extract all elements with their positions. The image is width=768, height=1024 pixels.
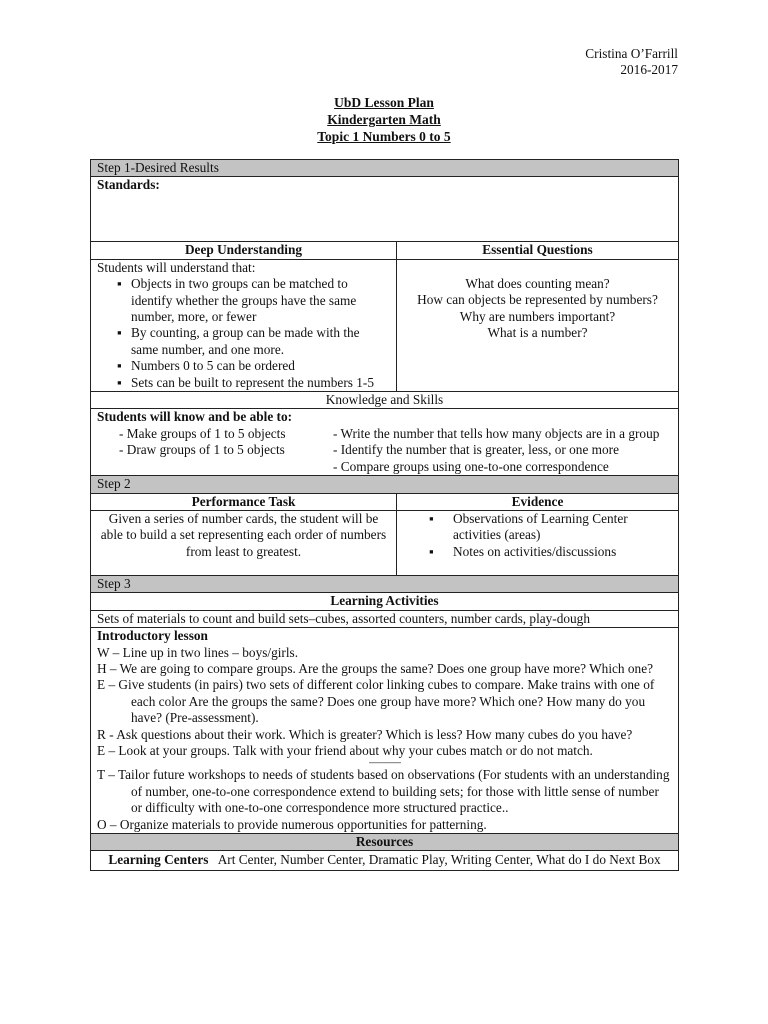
lesson-line: E – Give students (in pairs) two sets of different color linking cubes to compare. Make trains with one of each color Are the groups the same? Does one group have more? Which one? How many do you have? (Pre-assessment). <box>97 677 655 726</box>
separator: ------------------- <box>368 758 401 768</box>
learning-centers-label: Learning Centers <box>108 852 209 868</box>
performance-task-header: Performance Task <box>91 493 397 510</box>
question-item: What is a number? <box>487 325 588 341</box>
lesson-line: E – Look at your groups. Talk with your friend about why your cubes match or do not match. <box>97 742 593 758</box>
list-item: ▪ Objects in two groups can be matched to identify whether the groups have the same number, more, or fewer <box>131 276 390 325</box>
skill-item: - Make groups of 1 to 5 objects <box>119 425 286 441</box>
evidence-header: Evidence <box>397 493 679 510</box>
evidence-cell <box>397 510 679 575</box>
lesson-line: R - Ask questions about their work. Which is greater? Which is less? How many cubes do you have? <box>97 726 633 742</box>
learning-centers-text: Art Center, Number Center, Dramatic Play, Writing Center, What do I do Next Box <box>217 852 661 868</box>
skill-item: - Write the number that tells how many objects are in a group <box>333 425 660 441</box>
step1-header: Step 1-Desired Results <box>91 160 679 177</box>
resources-header: Resources <box>91 834 679 851</box>
lesson-plan-table <box>90 159 679 871</box>
lesson-line: O – Organize materials to provide numerous opportunities for patterning. <box>97 816 487 832</box>
knowledge-skills-header: Knowledge and Skills <box>91 392 679 409</box>
document-title <box>0 94 768 145</box>
question-item: Why are numbers important? <box>459 308 616 324</box>
list-item: ▪ By counting, a group can be made with the same number, and one more. <box>131 325 390 358</box>
school-year: 2016-2017 <box>620 62 678 77</box>
understanding-intro: Students will understand that: <box>97 259 256 275</box>
standards-cell <box>91 177 679 242</box>
list-item: ▪ Notes on activities/discussions <box>453 544 672 560</box>
skill-item: - Draw groups of 1 to 5 objects <box>119 442 285 458</box>
skills-right <box>333 426 672 475</box>
lesson-line: W – Line up in two lines – boys/girls. <box>97 644 299 660</box>
list-item: ▪ Numbers 0 to 5 can be ordered <box>131 358 390 374</box>
question-item: What does counting mean? <box>465 275 610 291</box>
title-line-1: UbD Lesson Plan <box>334 95 434 110</box>
list-item: ▪ Observations of Learning Center activities (areas) <box>453 511 672 544</box>
author-name: Cristina O’Farrill <box>585 46 678 61</box>
deep-understanding-header: Deep Understanding <box>91 242 397 259</box>
standards-label: Standards: <box>97 177 160 193</box>
essential-questions-header: Essential Questions <box>397 242 679 259</box>
author-block <box>585 46 678 78</box>
lesson-line: H – We are going to compare groups. Are the groups the same? Does one group have more? Which one? <box>97 660 653 676</box>
evidence-list <box>403 511 672 560</box>
intro-lesson-label: Introductory lesson <box>97 628 208 644</box>
skills-left <box>97 426 333 475</box>
learning-activities-header: Learning Activities <box>91 593 679 610</box>
title-line-2: Kindergarten Math <box>327 112 441 127</box>
step3-header: Step 3 <box>91 575 679 592</box>
knowledge-label: Students will know and be able to: <box>97 409 293 425</box>
list-item: ▪ Sets can be built to represent the numbers 1-5 <box>131 375 390 391</box>
knowledge-skills-cell <box>91 409 679 476</box>
resources-cell <box>91 851 679 870</box>
deep-understanding-cell <box>91 259 397 391</box>
essential-questions-cell <box>397 259 679 391</box>
skill-item: - Identify the number that is greater, less, or one more <box>333 442 619 458</box>
understanding-list <box>97 276 390 391</box>
title-line-3: Topic 1 Numbers 0 to 5 <box>317 129 451 144</box>
skill-item: - Compare groups using one-to-one correspondence <box>333 458 609 474</box>
lesson-line: T – Tailor future workshops to needs of students based on observations (For students with an understanding of number, one-to-one correspondence extend to building sets; for those with little sense of number or difficulty with one-to-one correspondence more structured practice.. <box>97 767 670 816</box>
performance-task-text: Given a series of number cards, the student will be able to build a set representing each order of numbers from least to greatest. <box>91 510 397 575</box>
materials-text: Sets of materials to count and build sets–cubes, assorted counters, number cards, play-dough <box>91 610 679 627</box>
introductory-lesson-cell <box>91 628 679 834</box>
question-item: How can objects be represented by numbers? <box>417 292 658 308</box>
step2-header: Step 2 <box>91 476 679 493</box>
